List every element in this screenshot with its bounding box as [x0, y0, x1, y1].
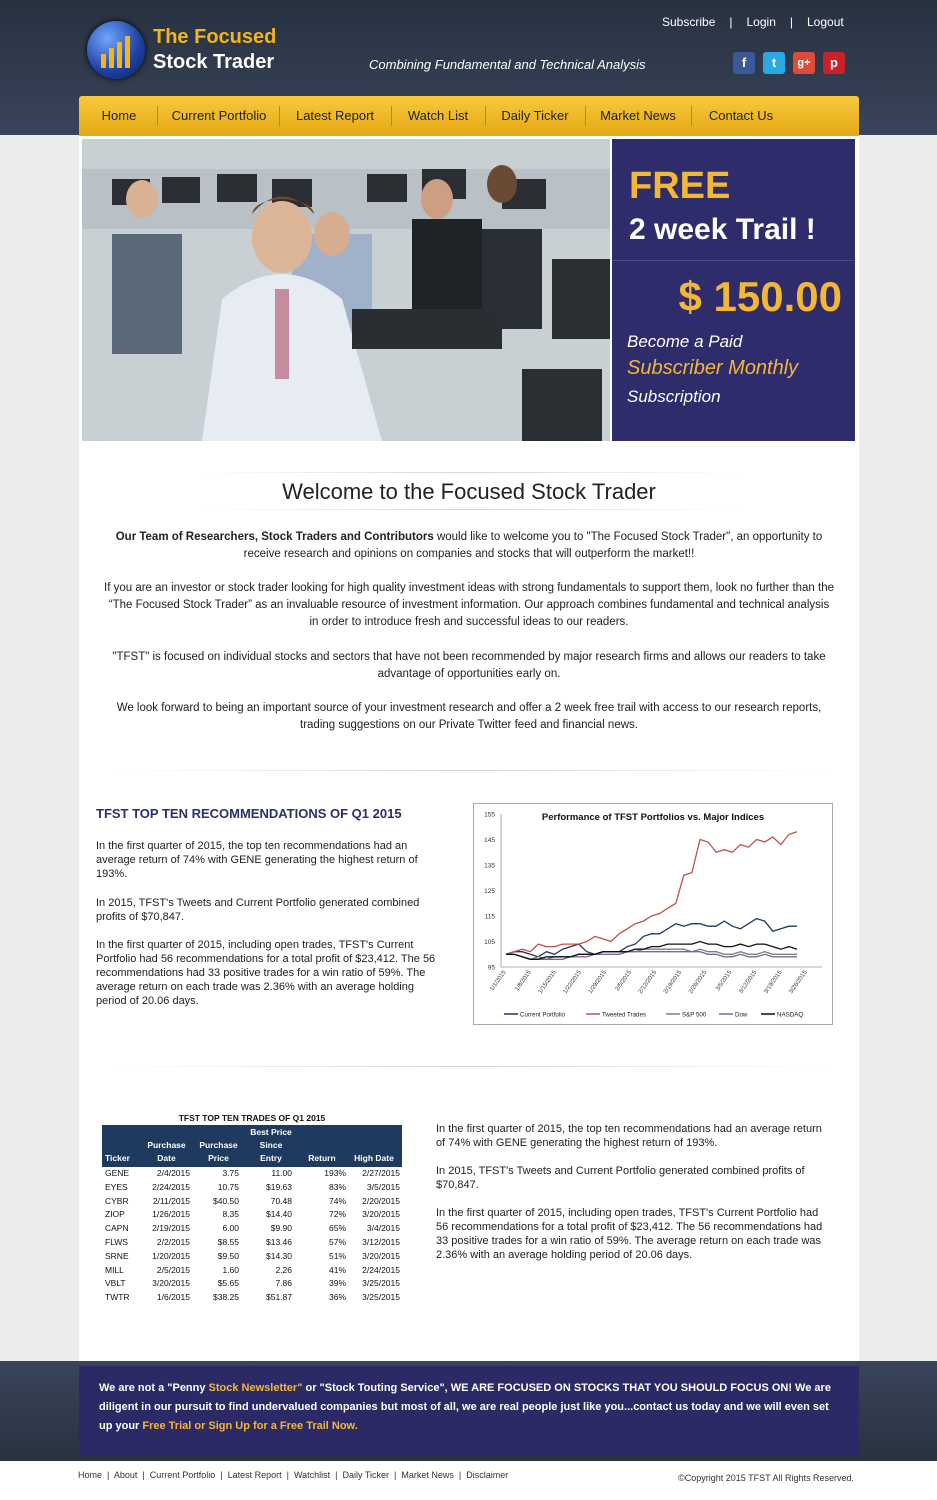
- table-cell: 3/20/2015: [152, 1278, 190, 1289]
- x-tick-label: 1/1/2015: [489, 969, 508, 993]
- table-cell: 1/26/2015: [152, 1209, 190, 1220]
- footer-link-about[interactable]: About: [113, 1470, 138, 1480]
- legend-label: Current Portfolio: [520, 1011, 566, 1019]
- table-row: [102, 1236, 402, 1250]
- table-cell: 3/5/2015: [366, 1181, 400, 1192]
- table-cell: $38.25: [213, 1292, 239, 1303]
- welcome-paragraph-1: [104, 529, 834, 563]
- pinterest-icon[interactable]: p: [823, 52, 845, 74]
- footer-link-disclaimer[interactable]: Disclaimer: [466, 1470, 509, 1480]
- series-line-tweeted-trades: [506, 832, 797, 955]
- promo-price: $ 150.00: [678, 273, 842, 320]
- table-row: [102, 1195, 402, 1209]
- logout-link[interactable]: Logout: [807, 15, 844, 29]
- nav-daily-ticker[interactable]: Daily Ticker: [501, 108, 569, 123]
- recommendations-title: TFST TOP TEN RECOMMENDATIONS OF Q1 2015: [96, 806, 402, 821]
- x-tick-label: 3/26/2015: [788, 969, 809, 996]
- summary-paragraph-1: In the first quarter of 2015, the top ten recommendations had an average return of 74% with GENE generating the highest return of 193%.: [436, 1123, 822, 1149]
- recs-paragraph-1: In the first quarter of 2015, the top ten recommendations had an average return of 74% with GENE generating the highest return of 193%.: [96, 840, 418, 880]
- promo-line1: Become a Paid: [627, 332, 743, 351]
- footer-text-2: or "Stock Touting Service", WE ARE FOCUSED ON STOCKS THAT YOU SHOULD FOCUS ON! We are diligent in our pursuit to find undervalued companies but most of all, we are real people just like you...contact us today and we will even set up your: [99, 1382, 831, 1432]
- table-cell: $14.30: [266, 1250, 292, 1261]
- welcome-paragraph-3: "TFST" is focused on individual stocks and sectors that have not been recommended by major research firms and allows our readers to take advantage of opportunities early on.: [112, 651, 826, 680]
- table-cell: $40.50: [213, 1195, 239, 1206]
- promo-divider: [612, 260, 855, 261]
- footer-text-1: We are not a "Penny: [99, 1382, 209, 1394]
- y-tick-label: 95: [487, 964, 495, 972]
- table-body: [102, 1167, 402, 1305]
- table-cell: 1.60: [222, 1264, 239, 1275]
- x-tick-label: 3/12/2015: [738, 969, 759, 996]
- table-cell: 2/24/2015: [152, 1181, 190, 1192]
- col-best-price-3: Entry: [260, 1153, 282, 1163]
- main-nav: [79, 96, 859, 136]
- link-separator: |: [789, 15, 793, 29]
- table-cell: $13.46: [266, 1236, 292, 1247]
- legend-label: Dow: [735, 1011, 748, 1019]
- table-row: [102, 1291, 402, 1305]
- y-tick-label: 115: [484, 913, 495, 921]
- table-cell: $9.90: [270, 1223, 292, 1234]
- footer-link-market-news[interactable]: Market News: [401, 1470, 454, 1480]
- y-tick-label: 155: [484, 811, 495, 819]
- footer-link-daily-ticker[interactable]: Daily Ticker: [342, 1470, 390, 1480]
- nav-latest-report[interactable]: Latest Report: [295, 108, 375, 123]
- x-tick-label: 2/26/2015: [688, 969, 709, 996]
- table-cell: 2/27/2015: [362, 1168, 400, 1178]
- table-row: [102, 1222, 402, 1236]
- table-cell: 83%: [328, 1181, 346, 1192]
- table-cell: 2/4/2015: [156, 1168, 190, 1178]
- y-tick-label: 125: [484, 888, 495, 895]
- x-tick-label: 1/22/2015: [562, 969, 583, 996]
- table-cell: SRNE: [105, 1250, 129, 1261]
- tagline: Combining Fundamental and Technical Analysis: [369, 57, 646, 72]
- table-header: [102, 1125, 402, 1167]
- footer-highlight-newsletter: Stock Newsletter": [208, 1382, 303, 1394]
- y-tick-label: 135: [484, 862, 495, 870]
- divider: [110, 1066, 830, 1067]
- nav-watch-list[interactable]: Watch List: [407, 108, 469, 123]
- col-best-price-1: Best Price: [250, 1127, 292, 1137]
- y-tick-label: 145: [484, 837, 495, 844]
- promo-free: FREE: [629, 165, 731, 207]
- welcome-paragraph-2: If you are an investor or stock trader looking for high quality investment ideas with strong fundamentals to support them, look no further than the “The Focused Stock Trader” as an invaluable resource of investment information. Our approach combines fundamental and technical analysis in order to introduce fresh and successful ideas to our readers.: [104, 582, 835, 628]
- col-high-date: High Date: [354, 1153, 394, 1163]
- nav-separator: [157, 106, 158, 126]
- col-best-price-2: Since: [259, 1140, 283, 1150]
- col-purchase-price-1: Purchase: [199, 1140, 238, 1150]
- recs-paragraph-3: In the first quarter of 2015, including open trades, TFST's Current Portfolio had 56 recommendations for a total profit of $23,412. The 56 recommendations had 33 positive trades for a win ratio of 59%. The average return on each trade was 2.36% with an average holding period of 20.06 days.: [96, 939, 436, 1007]
- col-return: Return: [308, 1153, 336, 1163]
- logo-text-line2[interactable]: Stock Trader: [153, 51, 275, 73]
- google-plus-icon[interactable]: g+: [793, 52, 815, 74]
- table-row: [102, 1208, 402, 1222]
- divider: [200, 472, 740, 473]
- login-link[interactable]: Login: [746, 15, 776, 29]
- welcome-p1-bold: Our Team of Researchers, Stock Traders and Contributors: [115, 531, 434, 543]
- table-cell: 3/25/2015: [362, 1292, 400, 1303]
- welcome-title: Welcome to the Focused Stock Trader: [282, 479, 656, 504]
- x-tick-label: 1/15/2015: [537, 969, 558, 996]
- welcome-p1-rest: would like to welcome you to "The Focused Stock Trader", an opportunity to receive research and opinions on companies and stocks that will outperform the market!!: [243, 531, 823, 560]
- footer-message: [79, 1366, 859, 1456]
- divider: [110, 770, 830, 771]
- subscribe-link[interactable]: Subscribe: [662, 15, 716, 29]
- promo-line2: Subscriber Monthly: [627, 357, 799, 379]
- footer-link-latest-report[interactable]: Latest Report: [227, 1470, 282, 1480]
- table-cell: GENE: [105, 1168, 130, 1178]
- footer-link-home[interactable]: Home: [78, 1470, 103, 1480]
- table-row: [102, 1264, 402, 1278]
- x-tick-label: 3/5/2015: [715, 969, 734, 993]
- footer-link-watchlist[interactable]: Watchlist: [293, 1470, 331, 1480]
- twitter-icon[interactable]: t: [763, 52, 785, 74]
- top-trades-table: [102, 1113, 402, 1305]
- table-cell: 2/2/2015: [156, 1236, 190, 1247]
- table-cell: 11.00: [271, 1168, 292, 1178]
- free-trial-link[interactable]: Free Trial or Sign Up for a Free Trail Now.: [142, 1420, 358, 1432]
- table-cell: 41%: [328, 1264, 346, 1275]
- table-cell: 2/11/2015: [152, 1195, 190, 1206]
- nav-current-portfolio[interactable]: Current Portfolio: [171, 108, 267, 123]
- table-cell: 3.75: [222, 1168, 239, 1178]
- col-ticker: Ticker: [105, 1153, 130, 1163]
- table-row: [102, 1250, 402, 1264]
- account-links: [662, 15, 844, 29]
- table-cell: 2.26: [275, 1264, 292, 1275]
- table-cell: 6.00: [222, 1223, 239, 1234]
- footer-link-current-portfolio[interactable]: Current Portfolio: [149, 1470, 216, 1480]
- link-separator: |: [729, 15, 733, 29]
- table-cell: $51.87: [266, 1292, 292, 1303]
- table-cell: $19.63: [266, 1181, 292, 1192]
- table-cell: CAPN: [105, 1223, 129, 1234]
- table-cell: 8.35: [222, 1209, 239, 1220]
- legend-label: S&P 500: [682, 1011, 707, 1019]
- col-purchase-date-2: Date: [157, 1153, 176, 1163]
- logo-text-line1[interactable]: The Focused: [153, 26, 277, 48]
- recs-paragraph-2: In 2015, TFST's Tweets and Current Portfolio generated combined profits of $70,847.: [96, 897, 420, 923]
- divider: [200, 509, 740, 510]
- table-cell: TWTR: [105, 1292, 130, 1303]
- table-cell: $14.40: [266, 1209, 292, 1220]
- table-cell: MILL: [105, 1264, 124, 1275]
- x-tick-label: 3/19/2015: [763, 969, 784, 996]
- promo-trial-text: 2 week Trail !: [629, 213, 816, 246]
- table-row: [102, 1181, 402, 1195]
- table-cell: $9.50: [217, 1250, 239, 1261]
- chart-svg: [474, 804, 832, 1024]
- table-cell: 74%: [328, 1195, 346, 1206]
- table-cell: ZIOP: [105, 1209, 125, 1220]
- table-cell: 51%: [328, 1250, 346, 1261]
- table-cell: 3/20/2015: [362, 1209, 400, 1220]
- nav-home[interactable]: Home: [101, 108, 137, 123]
- table-cell: 1/6/2015: [156, 1292, 190, 1303]
- copyright: ©Copyright 2015 TFST All Rights Reserved.: [678, 1473, 854, 1483]
- col-purchase-price-2: Price: [208, 1153, 229, 1163]
- table-cell: 3/4/2015: [366, 1223, 400, 1234]
- table-cell: CYBR: [105, 1195, 129, 1206]
- table-cell: 7.86: [275, 1278, 292, 1289]
- x-tick-label: 2/19/2015: [662, 969, 684, 996]
- facebook-icon[interactable]: f: [733, 52, 755, 74]
- table-cell: $5.65: [217, 1278, 239, 1289]
- hero-traders-photo: [82, 139, 610, 441]
- performance-chart: [473, 803, 833, 1025]
- promo-line3: Subscription: [627, 387, 721, 406]
- nav-contact-us[interactable]: Contact Us: [708, 108, 774, 123]
- table-title: TFST TOP TEN TRADES OF Q1 2015: [178, 1113, 326, 1123]
- logo-bars-icon: [96, 32, 136, 72]
- table-cell: EYES: [105, 1181, 128, 1192]
- table-cell: 2/20/2015: [362, 1195, 400, 1206]
- table-cell: 39%: [328, 1278, 346, 1289]
- x-tick-label: 2/12/2015: [637, 969, 659, 996]
- footer-links: Home | About | Current Portfolio | Latest Report | Watchlist | Daily Ticker | Market News | Disclaimer: [78, 1470, 509, 1480]
- chart-title: Performance of TFST Portfolios vs. Major Indices: [541, 812, 765, 823]
- legend-label: Tweeted Trades: [602, 1011, 647, 1019]
- summary-paragraph-2: In 2015, TFST's Tweets and Current Portfolio generated combined profits of $70,847.: [436, 1165, 805, 1191]
- x-tick-label: 1/29/2015: [587, 969, 608, 996]
- table-cell: 2/5/2015: [156, 1264, 190, 1275]
- table-cell: FLWS: [105, 1236, 128, 1247]
- table-row: [102, 1277, 402, 1291]
- series-line-s-p-500: [506, 949, 797, 959]
- table-cell: 3/25/2015: [362, 1278, 400, 1289]
- traders-illustration: [82, 139, 610, 441]
- table-cell: 36%: [328, 1292, 346, 1303]
- table-cell: 65%: [328, 1223, 346, 1234]
- table-cell: 2/19/2015: [152, 1223, 190, 1234]
- table-cell: 3/20/2015: [362, 1250, 400, 1261]
- table-cell: 3/12/2015: [362, 1236, 400, 1247]
- welcome-paragraph-4: We look forward to being an important source of your investment research and offer a 2 week free trail with access to our research reports, trading suggestions on our Private Twitter feed and financial news.: [116, 702, 822, 731]
- table-cell: 10.75: [217, 1181, 239, 1192]
- x-tick-label: 1/8/2015: [514, 969, 533, 993]
- promo-panel[interactable]: [612, 139, 855, 441]
- table-cell: 193%: [324, 1168, 346, 1178]
- nav-market-news[interactable]: Market News: [600, 108, 676, 123]
- table-cell: 57%: [328, 1236, 346, 1247]
- y-tick-label: 105: [484, 939, 495, 946]
- summary-paragraph-3: In the first quarter of 2015, including open trades, TFST's Current Portfolio had 56 recommendations for a total profit of $23,412. The 56 recommendations had 33 positive trades for a win ratio of 59%. The average return on each trade was 2.36% with an average holding period of 20.06 days.: [436, 1207, 823, 1261]
- legend-label: NASDAQ: [777, 1011, 804, 1019]
- table-cell: VBLT: [105, 1278, 126, 1289]
- col-purchase-date-1: Purchase: [147, 1140, 186, 1150]
- table-cell: 72%: [328, 1209, 346, 1220]
- table-cell: 2/24/2015: [362, 1264, 400, 1275]
- table-row: [102, 1167, 402, 1181]
- table-cell: 1/20/2015: [152, 1250, 190, 1261]
- x-tick-label: 2/5/2015: [614, 969, 634, 993]
- table-cell: 70.48: [270, 1195, 292, 1206]
- table-cell: $8.55: [217, 1236, 239, 1247]
